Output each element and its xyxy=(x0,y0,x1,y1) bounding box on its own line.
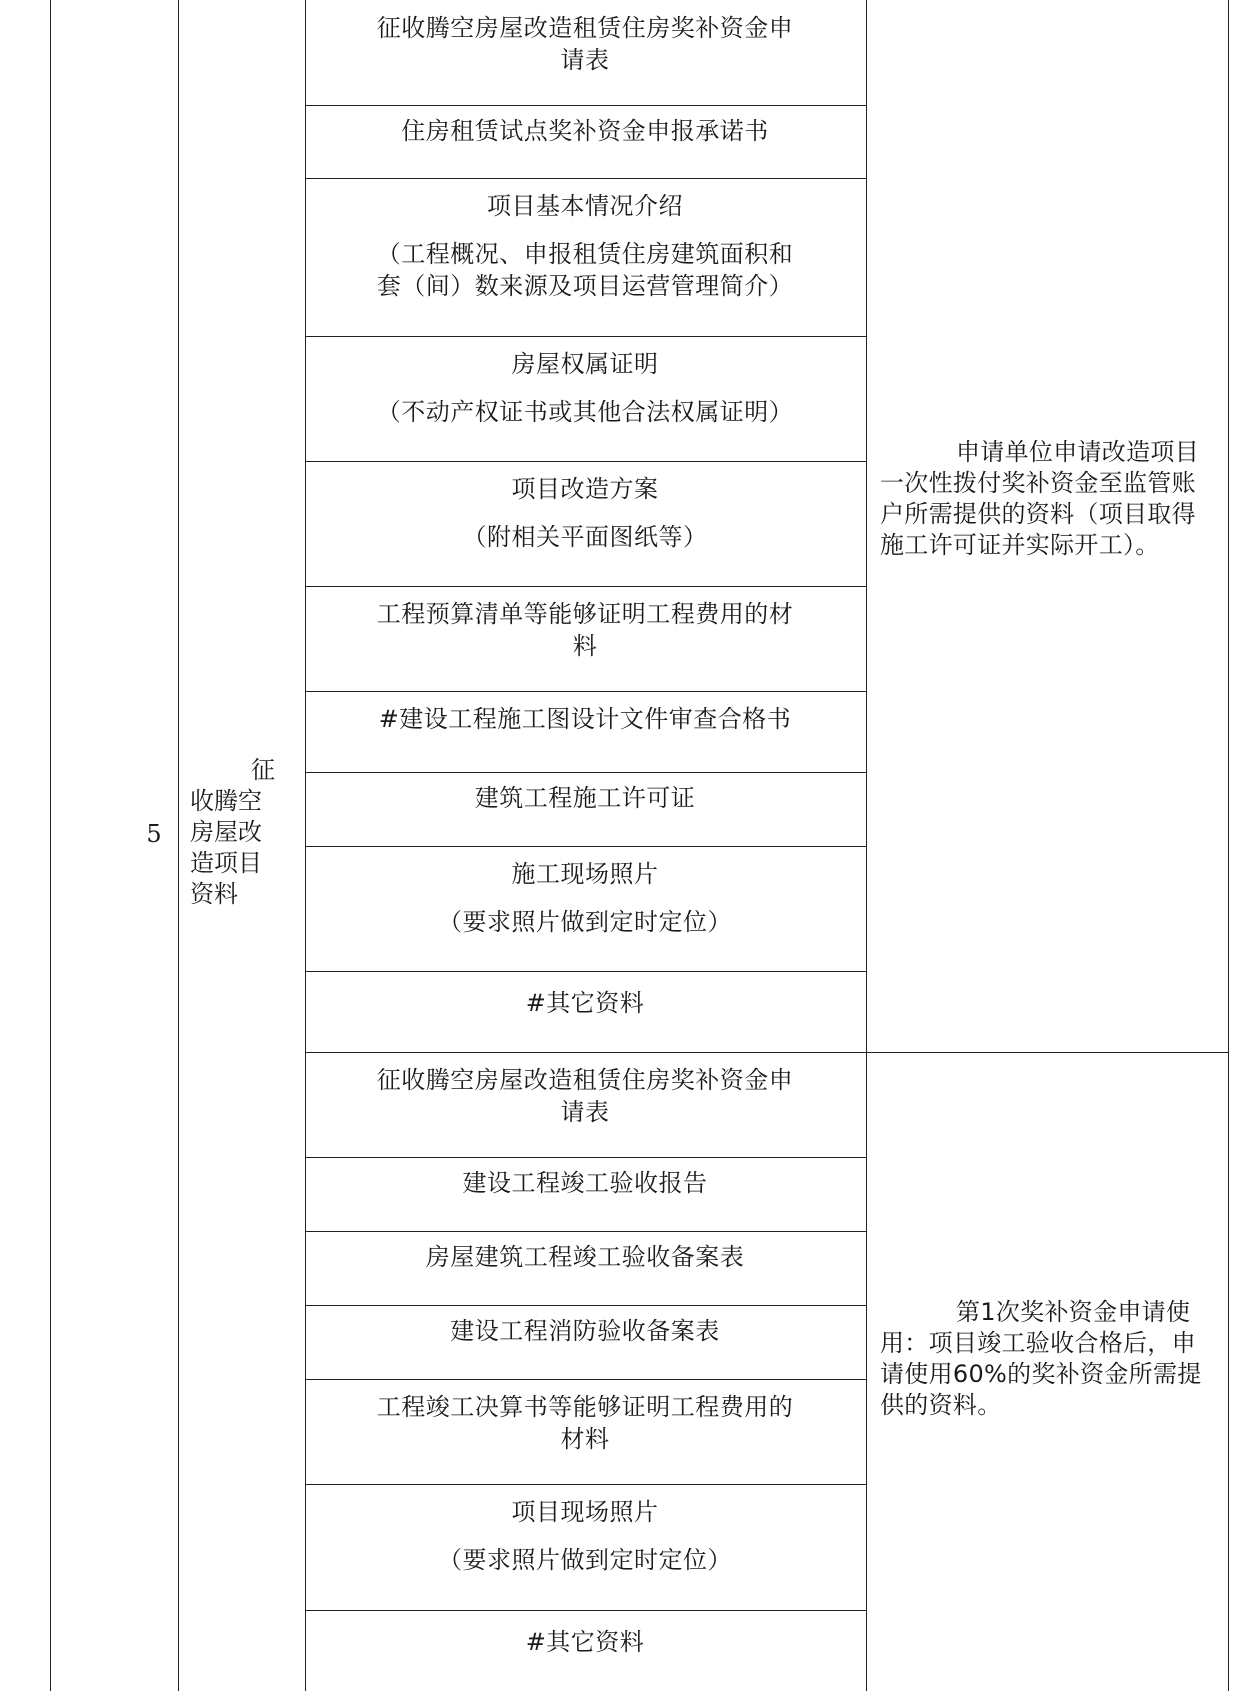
document-title: #建设工程施工图设计文件审查合格书 xyxy=(378,705,792,733)
document-item xyxy=(305,1052,865,1157)
table-border-right xyxy=(1228,0,1229,1691)
requirement-note: 第1次奖补资金申请使用：项目竣工验收合格后，申请使用60%的奖补资金所需提供的资料。 xyxy=(880,1298,1202,1419)
document-note: （要求照片做到定时定位） xyxy=(438,1546,732,1574)
document-item xyxy=(305,1305,865,1379)
requirement-note: 申请单位申请改造项目一次性拨付奖补资金至监管账户所需提供的资料（项目取得施工许可证并实际开工）。 xyxy=(880,438,1199,559)
document-item xyxy=(305,772,865,846)
document-item xyxy=(305,336,865,461)
document-item xyxy=(305,1157,865,1231)
document-note: （附相关平面图纸等） xyxy=(462,523,708,551)
table-border-left xyxy=(50,0,51,1691)
category-label: 征 收腾空 房屋改 造项目 资料 xyxy=(190,756,276,908)
document-title: 房屋建筑工程竣工验收备案表 xyxy=(425,1243,745,1271)
document-item xyxy=(305,1379,865,1484)
document-item xyxy=(305,105,865,178)
document-title: 工程预算清单等能够证明工程费用的材 料 xyxy=(376,600,794,660)
document-note: （要求照片做到定时定位） xyxy=(438,908,732,936)
document-item xyxy=(305,971,865,1052)
document-item xyxy=(305,461,865,586)
document-title: 建筑工程施工许可证 xyxy=(474,784,696,812)
document-item xyxy=(305,1231,865,1305)
document-note: （工程概况、申报租赁住房建筑面积和 套（间）数来源及项目运营管理简介） xyxy=(376,240,794,300)
document-title: 工程竣工决算书等能够证明工程费用的 材料 xyxy=(376,1393,794,1453)
document-title: 建设工程消防验收备案表 xyxy=(450,1317,720,1345)
document-title: 项目现场照片 xyxy=(511,1498,659,1526)
document-title: 征收腾空房屋改造租赁住房奖补资金申 请表 xyxy=(376,1066,794,1126)
document-note: （不动产权证书或其他合法权属证明） xyxy=(376,398,794,426)
document-item xyxy=(305,586,865,691)
document-title: 征收腾空房屋改造租赁住房奖补资金申 请表 xyxy=(376,14,794,74)
document-title: #其它资料 xyxy=(525,989,645,1017)
document-title: 房屋权属证明 xyxy=(511,350,659,378)
document-item xyxy=(305,1484,865,1610)
document-item xyxy=(305,846,865,971)
document-item xyxy=(305,691,865,772)
document-title: 住房租赁试点奖补资金申报承诺书 xyxy=(401,117,769,145)
row-number: 5 xyxy=(146,820,162,848)
document-title: 项目改造方案 xyxy=(511,475,659,503)
document-item xyxy=(305,0,865,105)
document-title: 建设工程竣工验收报告 xyxy=(462,1169,708,1197)
document-title: 项目基本情况介绍 xyxy=(487,192,683,220)
document-item xyxy=(305,1610,865,1691)
document-title: #其它资料 xyxy=(525,1628,645,1656)
document-item xyxy=(305,178,865,336)
document-title: 施工现场照片 xyxy=(511,860,659,888)
